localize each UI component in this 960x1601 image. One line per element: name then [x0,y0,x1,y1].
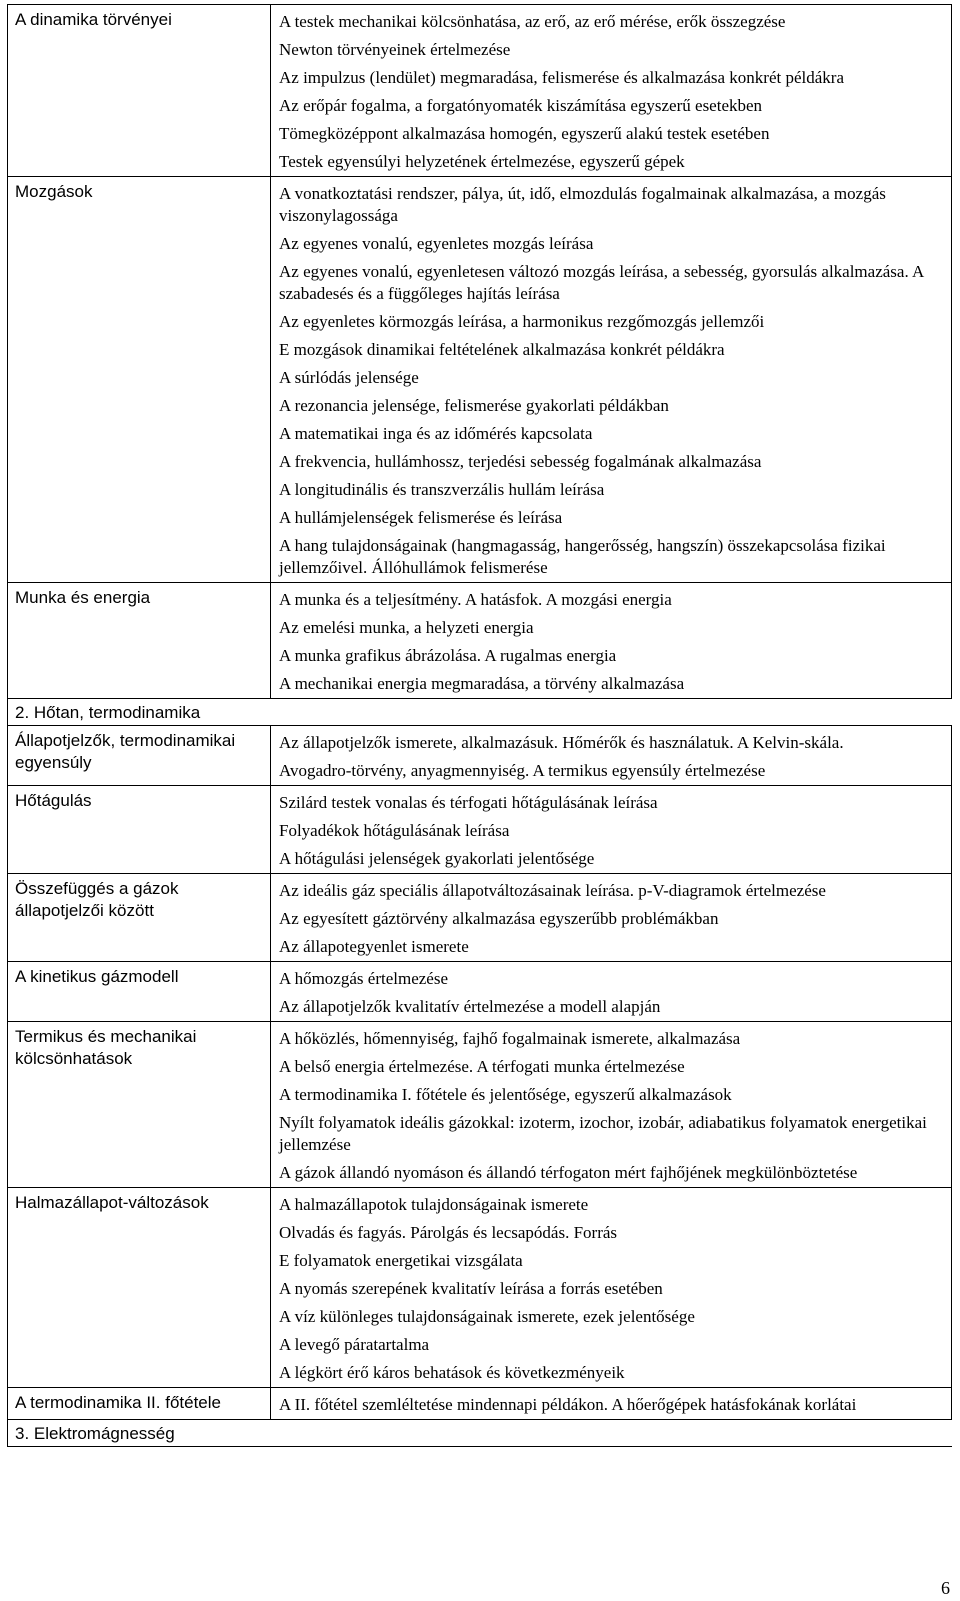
section-heading-blank-cell [271,1420,952,1447]
requirement-item: Szilárd testek vonalas és térfogati hőtágulásának leírása [279,793,658,812]
requirement-item: A hőközlés, hőmennyiség, fajhő fogalmainak ismerete, alkalmazása [279,1029,741,1048]
requirement-item: Testek egyensúlyi helyzetének értelmezése, egyszerű gépek [279,152,685,171]
topic-row [8,5,952,177]
section-heading-row [8,1420,952,1447]
requirement-item: E folyamatok energetikai vizsgálata [279,1251,523,1270]
requirement-item: A matematikai inga és az időmérés kapcsolata [279,424,593,443]
topic-cell [8,1388,271,1420]
requirement-item: Az impulzus (lendület) megmaradása, felismerése és alkalmazása konkrét példákra [279,68,845,87]
topic-label: A termodinamika II. főtétele [15,1393,221,1412]
requirements-cell [271,177,952,583]
requirements-cell [271,583,952,699]
topic-row [8,177,952,583]
requirement-item: A hőtágulási jelenségek gyakorlati jelentősége [279,849,595,868]
topic-row [8,874,952,962]
requirement-item: A II. főtétel szemléltetése mindennapi példákon. A hőerőgépek hatásfokának korlátai [279,1395,857,1414]
requirements-cell [271,5,952,177]
requirement-item: A nyomás szerepének kvalitatív leírása a forrás esetében [279,1279,663,1298]
requirements-cell [271,1388,952,1420]
requirement-item: A munka grafikus ábrázolása. A rugalmas energia [279,646,617,665]
requirement-item: A testek mechanikai kölcsönhatása, az erő, az erő mérése, erők összegzése [279,12,786,31]
requirements-cell [271,874,952,962]
topic-row [8,726,952,786]
section-heading-cell [8,1420,271,1447]
requirement-item: E mozgások dinamikai feltételének alkalmazása konkrét példákra [279,340,725,359]
requirement-item: A súrlódás jelensége [279,368,419,387]
requirement-item: A belső energia értelmezése. A térfogati munka értelmezése [279,1057,685,1076]
requirement-item: A légkört érő káros behatások és következményeik [279,1363,625,1382]
requirement-item: A longitudinális és transzverzális hullám leírása [279,480,605,499]
requirements-cell [271,1022,952,1188]
requirement-item: A vonatkoztatási rendszer, pálya, út, idő, elmozdulás fogalmainak alkalmazása, a mozgás viszonylagossága [279,184,886,225]
topic-cell [8,874,271,962]
requirement-item: Nyílt folyamatok ideális gázokkal: izoterm, izochor, izobár, adiabatikus folyamatok energetikai jellemzése [279,1113,927,1154]
topic-cell [8,583,271,699]
requirement-item: Az egyenes vonalú, egyenletes mozgás leírása [279,234,594,253]
requirement-item: Newton törvényeinek értelmezése [279,40,511,59]
topic-cell [8,177,271,583]
requirement-item: Az egyenletes körmozgás leírása, a harmonikus rezgőmozgás jellemzői [279,312,765,331]
topic-label: Állapotjelzők, termodinamikai egyensúly [15,731,236,772]
requirements-cell [271,1188,952,1388]
requirement-item: A mechanikai energia megmaradása, a törvény alkalmazása [279,674,685,693]
topic-row [8,1388,952,1420]
topic-label: Munka és energia [15,588,151,607]
section-heading-row [8,699,952,726]
topic-row [8,583,952,699]
requirement-item: Avogadro-törvény, anyagmennyiség. A termikus egyensúly értelmezése [279,761,766,780]
topic-cell [8,5,271,177]
section-heading-cell [8,699,271,726]
topic-row [8,786,952,874]
page-number: 6 [941,1578,950,1598]
requirements-cell [271,726,952,786]
requirement-item: Tömegközéppont alkalmazása homogén, egyszerű alakú testek esetében [279,124,770,143]
requirement-item: Folyadékok hőtágulásának leírása [279,821,510,840]
section-heading-blank-cell [271,699,952,726]
requirement-item: Az egyesített gáztörvény alkalmazása egyszerűbb problémákban [279,909,719,928]
topic-label: Mozgások [15,182,93,201]
requirement-item: Az állapotjelzők ismerete, alkalmazásuk. Hőmérők és használatuk. A Kelvin-skála. [279,733,844,752]
topic-cell [8,786,271,874]
curriculum-table-body [8,5,952,1447]
requirement-item: A termodinamika I. főtétele és jelentősége, egyszerű alkalmazások [279,1085,732,1104]
requirement-item: Az ideális gáz speciális állapotváltozásainak leírása. p-V-diagramok értelmezése [279,881,826,900]
section-heading: 2. Hőtan, termodinamika [15,703,201,722]
requirement-item: A hang tulajdonságainak (hangmagasság, hangerősség, hangszín) összekapcsolása fizikai jellemzőivel. Állóhullámok felismerése [279,536,886,577]
requirement-item: Az egyenes vonalú, egyenletesen változó mozgás leírása, a sebesség, gyorsulás alkalmazása. A szabadesés és a függőleges hajítás leírása [279,262,924,303]
requirement-item: A munka és a teljesítmény. A hatásfok. A mozgási energia [279,590,672,609]
topic-label: Hőtágulás [15,791,92,810]
topic-label: A kinetikus gázmodell [15,967,179,986]
requirement-item: Az állapotjelzők kvalitatív értelmezése a modell alapján [279,997,661,1016]
requirements-cell [271,786,952,874]
topic-label: A dinamika törvényei [15,10,172,29]
requirement-item: Az emelési munka, a helyzeti energia [279,618,534,637]
requirement-item: A gázok állandó nyomáson és állandó térfogaton mért fajhőjének megkülönböztetése [279,1163,858,1182]
topic-label: Halmazállapot-változások [15,1193,209,1212]
requirement-item: Az állapotegyenlet ismerete [279,937,469,956]
topic-label: Termikus és mechanikai kölcsönhatások [15,1027,197,1068]
topic-cell [8,1022,271,1188]
topic-row [8,1188,952,1388]
requirement-item: A hullámjelenségek felismerése és leírása [279,508,563,527]
requirement-item: A víz különleges tulajdonságainak ismerete, ezek jelentősége [279,1307,695,1326]
requirement-item: A hőmozgás értelmezése [279,969,448,988]
requirement-item: A levegő páratartalma [279,1335,430,1354]
requirement-item: Az erőpár fogalma, a forgatónyomaték kiszámítása egyszerű esetekben [279,96,763,115]
topic-row [8,962,952,1022]
topic-row [8,1022,952,1188]
requirements-cell [271,962,952,1022]
requirement-item: Olvadás és fagyás. Párolgás és lecsapódás. Forrás [279,1223,618,1242]
requirement-item: A frekvencia, hullámhossz, terjedési sebesség fogalmának alkalmazása [279,452,762,471]
topic-cell [8,1188,271,1388]
topic-label: Összefüggés a gázok állapotjelzői között [15,879,179,920]
curriculum-table [7,4,952,1447]
section-heading: 3. Elektromágnesség [15,1424,175,1443]
requirement-item: A rezonancia jelensége, felismerése gyakorlati példákban [279,396,669,415]
requirement-item: A halmazállapotok tulajdonságainak ismerete [279,1195,589,1214]
topic-cell [8,726,271,786]
topic-cell [8,962,271,1022]
